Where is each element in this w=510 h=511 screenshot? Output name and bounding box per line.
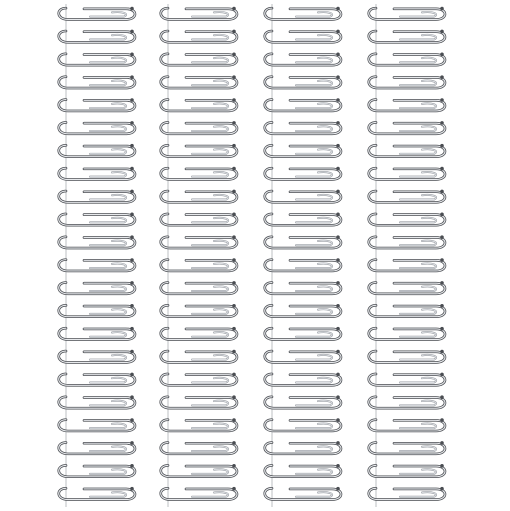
wire-loop	[59, 52, 135, 65]
wire-loop	[161, 190, 237, 203]
wire-loop	[265, 304, 341, 317]
wire-loop	[265, 7, 341, 20]
wire-strip	[369, 4, 445, 507]
wire-loop	[265, 144, 341, 157]
wire-loop	[59, 30, 135, 43]
wire-loop	[161, 30, 237, 43]
wire-loop	[161, 52, 237, 65]
wire-loop	[369, 144, 445, 157]
wire-loop	[161, 441, 237, 454]
wire-loop	[59, 258, 135, 271]
wire-loop	[161, 350, 237, 363]
wire-loop	[369, 213, 445, 226]
wire-loop	[369, 121, 445, 134]
wire-loop	[369, 167, 445, 180]
wire-loop	[265, 213, 341, 226]
wire-loop	[369, 98, 445, 111]
wire-loop	[161, 418, 237, 431]
wire-loop	[369, 52, 445, 65]
wire-loop	[265, 52, 341, 65]
wire-loop	[265, 258, 341, 271]
wire-loop	[369, 464, 445, 477]
wire-loop	[161, 167, 237, 180]
wire-loop	[161, 327, 237, 340]
wire-loop	[59, 75, 135, 88]
wire-loop	[369, 75, 445, 88]
wire-loop	[265, 98, 341, 111]
wire-loop	[161, 98, 237, 111]
wire-loop	[161, 213, 237, 226]
wire-loop	[59, 190, 135, 203]
wire-loop	[265, 281, 341, 294]
wire-loop	[369, 304, 445, 317]
wire-loop	[161, 75, 237, 88]
wire-loop	[265, 327, 341, 340]
wire-loop	[161, 121, 237, 134]
wire-loop	[369, 258, 445, 271]
wire-loop	[59, 167, 135, 180]
wire-loop	[369, 441, 445, 454]
wire-loop	[59, 281, 135, 294]
wire-loop	[59, 464, 135, 477]
wire-loop	[369, 30, 445, 43]
wire-loop	[59, 395, 135, 408]
wire-loop	[265, 167, 341, 180]
wire-loop	[161, 487, 237, 500]
wire-loop	[265, 441, 341, 454]
wire-loop	[59, 98, 135, 111]
wire-loop	[161, 304, 237, 317]
wire-loop	[369, 235, 445, 248]
wire-loop	[369, 350, 445, 363]
wire-loop	[59, 7, 135, 20]
wire-loop	[369, 418, 445, 431]
wire-loop	[369, 373, 445, 386]
wire-loop	[369, 395, 445, 408]
wire-strip	[265, 4, 341, 507]
wire-loop	[161, 281, 237, 294]
wire-loop	[161, 258, 237, 271]
wire-loop	[59, 487, 135, 500]
wire-strip	[59, 4, 135, 507]
wire-loop	[369, 327, 445, 340]
wire-loop	[161, 7, 237, 20]
wire-loop	[265, 30, 341, 43]
wire-loop	[265, 75, 341, 88]
wire-loop	[59, 144, 135, 157]
wire-loop	[265, 373, 341, 386]
wire-strip	[161, 4, 237, 507]
wire-loop	[265, 190, 341, 203]
wire-loop	[59, 327, 135, 340]
wire-loop	[161, 395, 237, 408]
wire-loop	[369, 487, 445, 500]
wire-loop	[369, 190, 445, 203]
wire-loop	[265, 395, 341, 408]
wire-loop	[161, 144, 237, 157]
wire-loop	[59, 418, 135, 431]
wire-loop	[161, 464, 237, 477]
wire-loop	[161, 373, 237, 386]
wire-loop	[59, 304, 135, 317]
wire-loop	[265, 235, 341, 248]
wire-loop	[161, 235, 237, 248]
wire-loop	[59, 350, 135, 363]
wire-loop	[265, 487, 341, 500]
wire-loop	[59, 213, 135, 226]
wire-loop	[265, 464, 341, 477]
wire-loop	[59, 441, 135, 454]
wire-loop	[369, 7, 445, 20]
wire-loop	[265, 418, 341, 431]
wire-loop	[369, 281, 445, 294]
wire-loop	[265, 350, 341, 363]
wire-loop	[59, 121, 135, 134]
wire-loop	[59, 373, 135, 386]
wire-loop	[265, 121, 341, 134]
wire-loop	[59, 235, 135, 248]
